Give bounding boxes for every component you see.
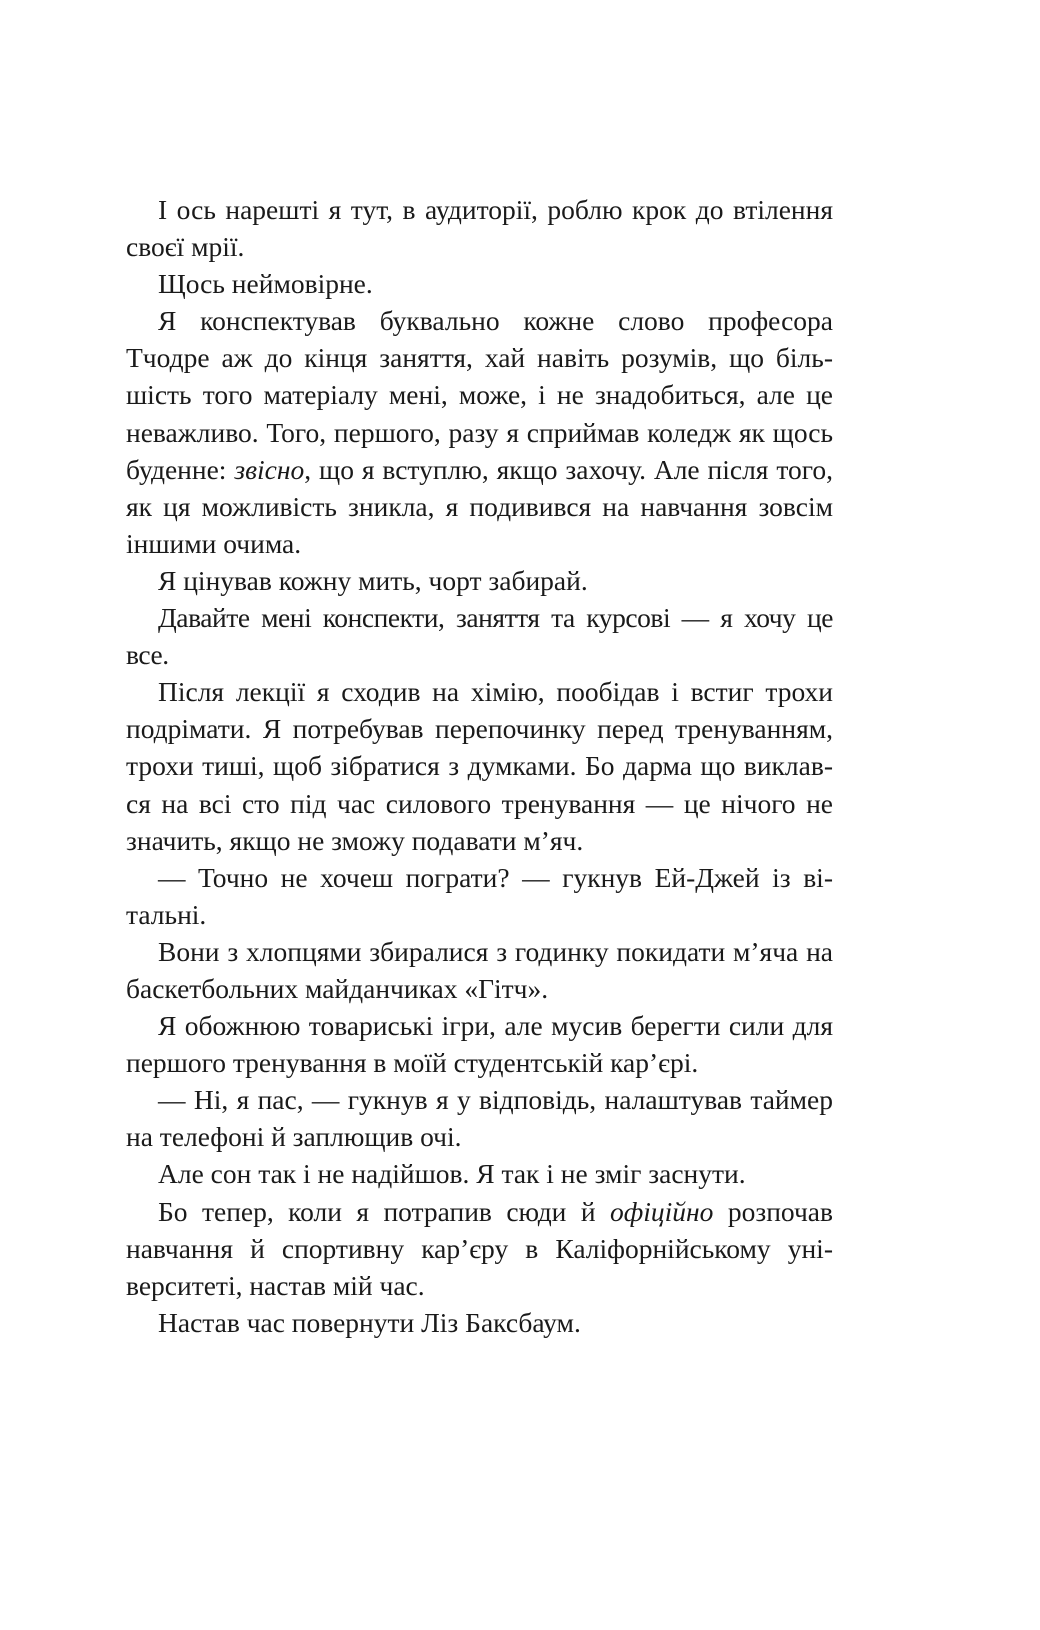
paragraph: Настав час повернути Ліз Баксбаум. — [158, 1306, 581, 1338]
paragraph: Але сон так і не надійшов. Я так і не зміг заснути. — [158, 1158, 746, 1190]
paragraph: Вони з хлопцями збиралися з годинку покидати м’яча на баскетбольних майданчиках «Гітч». — [126, 935, 833, 1004]
book-page — [126, 191, 833, 1341]
paragraph-text: Бо тепер, коли я потрапив сюди й — [158, 1195, 610, 1227]
paragraph — [126, 302, 833, 562]
paragraph: Я обожнюю товариські ігри, але мусив берегти сили для першого тренування в моїй студентській кар’єрі. — [126, 1010, 833, 1079]
paragraph: І ось нарешті я тут, в аудиторії, роблю крок до втілення своєї мрії. — [126, 194, 833, 263]
paragraph — [126, 1193, 833, 1304]
italic-emphasis: звісно — [234, 453, 305, 485]
paragraph: Після лекції я сходив на хімію, пообідав і встиг трохи подрімати. Я потребував перепочинку перед тренуванням, трохи тиші, щоб зібратися з думками. Бо дарма що виклався на всі сто під час силового тренування — це нічого не значить, якщо не зможу подавати м’яч. — [126, 676, 833, 856]
paragraph: Давайте мені конспекти, заняття та курсові — я хочу це все. — [126, 602, 833, 671]
paragraph-text: , що я вступлю, якщо захочу. Але після того, як ця можливість зникла, я подивився на навчання зовсім іншими очима. — [126, 453, 833, 559]
italic-emphasis: офіційно — [609, 1195, 714, 1227]
paragraph: Я цінував кожну мить, чорт забирай. — [158, 564, 588, 596]
paragraph: — Ні, я пас, — гукнув я у відповідь, налаштував таймер на телефоні й заплющив очі. — [126, 1084, 833, 1153]
paragraph-text: розпочав навчання й спортивну кар’єру в Каліфорнійському університеті, настав мій час. — [126, 1195, 833, 1301]
paragraph: — Точно не хочеш пограти? — гукнув Ей-Джей із вітальні. — [126, 861, 833, 930]
paragraph-text: Я конспектував буквально кожне слово професора Тчодре аж до кінця заняття, хай навіть розумів, що більшість того матеріалу мені, може, і не знадобиться, але це неважливо. Того, першого, разу я сприймав коледж як щось буденне: — [126, 305, 833, 485]
paragraph: Щось неймовірне. — [158, 268, 373, 300]
